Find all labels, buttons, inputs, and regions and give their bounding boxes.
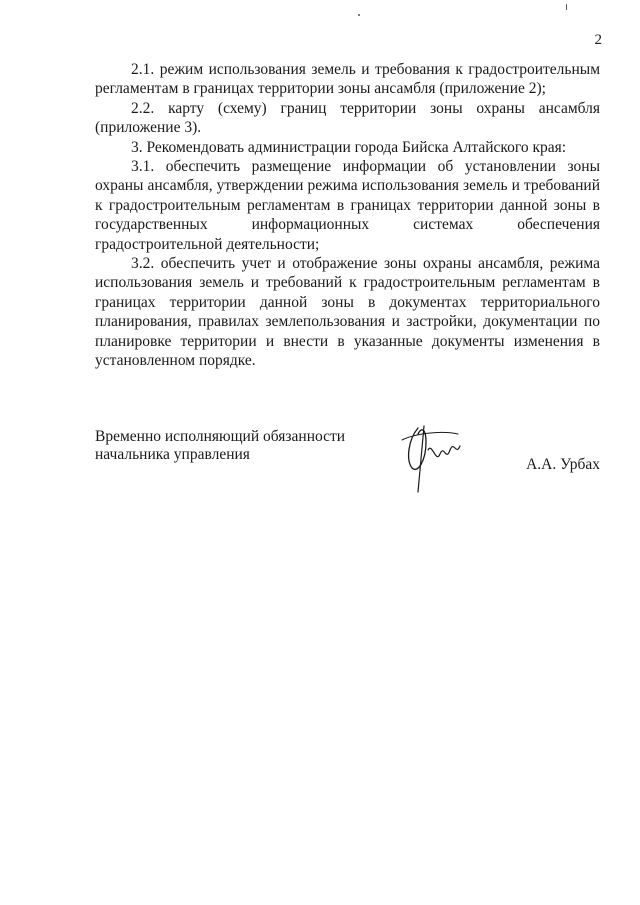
scan-speck [358,14,360,16]
paragraph-2-2: 2.2. карту (схему) границ территории зоны охраны ансамбля (приложение 3). [95,99,600,137]
signatory-title-line-2: начальника управления [95,446,250,463]
paragraph-3-1: 3.1. обеспечить размещение информации об установлении зоны охраны ансамбля, утверждении режима использования земель и требований к градостроительным регламентам в границах территории данной зоны в государственных информационных системах обеспечения градостроительной деятельности; [95,158,600,253]
paragraph-2-1: 2.1. режим использования земель и требования к градостроительным регламентам в границах территории зоны ансамбля (приложение 2); [95,61,600,98]
signatory-name: А.А. Урбах [526,456,600,473]
signatory-title [95,428,355,464]
handwritten-signature [400,420,470,500]
signature-block [95,428,600,508]
paragraph-3-2: 3.2. обеспечить учет и отображение зоны охраны ансамбля, режима использования земель и требований к градостроительным регламентам в границах территории данной зоны в документах территориального планирования, правилах землепользования и застройки, документации по планировке территории и внести в указанные документы изменения в установленном порядке. [95,255,600,370]
document-body [95,60,600,371]
paragraph-3: 3. Рекомендовать администрации города Бийска Алтайского края: [131,138,567,156]
page-number: 2 [594,32,602,48]
signatory-title-line-1: Временно исполняющий обязанности [95,428,346,445]
scan-speck [566,4,567,10]
